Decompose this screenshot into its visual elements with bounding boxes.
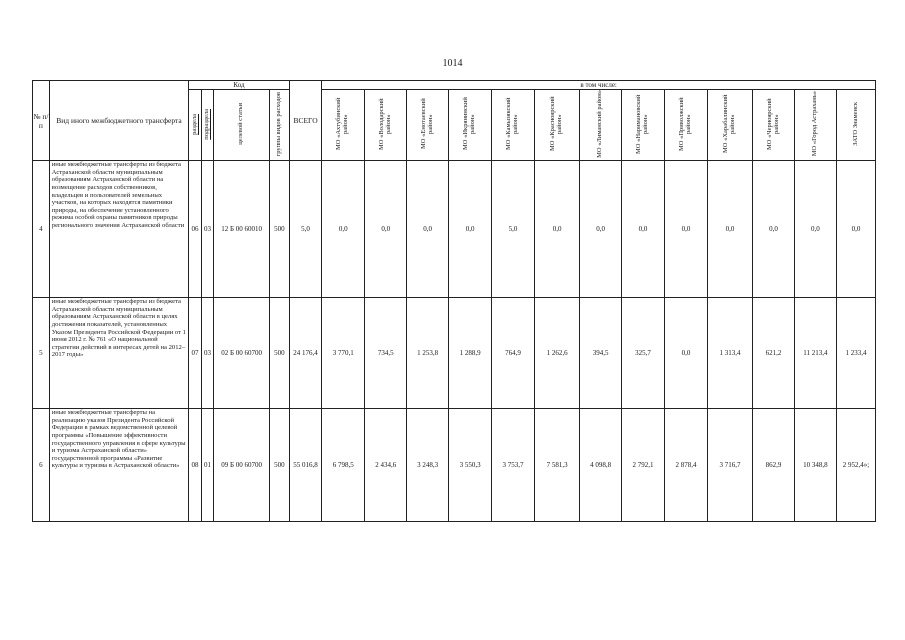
row-value: 0,0 [794,161,836,298]
row-value: 734,5 [365,298,407,409]
header-row-top [33,81,876,90]
row-value: 1 262,6 [535,298,580,409]
row-vid: 500 [269,298,289,409]
row-total: 55 016,8 [289,409,321,522]
header-mo-7: МО «Лиманский район» [580,90,622,161]
header-mo-10: МО «Харабалинский район» [707,90,752,161]
row-vid: 500 [269,161,289,298]
row-total: 5,0 [289,161,321,298]
row-value: 764,9 [492,298,535,409]
row-value: 0,0 [407,161,449,298]
row-value: 2 434,6 [365,409,407,522]
header-mo-6: МО «Красноярский район» [535,90,580,161]
row-value: 0,0 [580,161,622,298]
row-value: 0,0 [753,161,795,298]
row-value: 1 288,9 [449,298,492,409]
row-value: 0,0 [322,161,365,298]
row-razdel: 07 [189,298,202,409]
page-number: 1014 [442,58,463,69]
row-razdel: 06 [189,161,202,298]
row-cel: 12 Б 00 60010 [214,161,270,298]
header-mo-2: МО «Володарский район» [365,90,407,161]
row-value: 621,2 [753,298,795,409]
row-value: 11 213,4 [794,298,836,409]
header-code-podrazdel: подраздела [201,90,214,161]
header-mo-12: МО «Город Астрахань» [794,90,836,161]
row-podrazdel: 03 [201,161,214,298]
row-no: 6 [33,409,50,522]
row-value: 325,7 [622,298,665,409]
header-mo-13: ЗАТО Знаменск [836,90,875,161]
transfers-table [32,80,876,522]
row-value: 3 753,7 [492,409,535,522]
header-total: ВСЕГО [289,81,321,161]
row-value: 0,0 [707,161,752,298]
row-value: 0,0 [365,161,407,298]
row-value: 10 348,8 [794,409,836,522]
row-value: 3 770,1 [322,298,365,409]
header-mo-1: МО «Ахтубинский район» [322,90,365,161]
row-value: 0,0 [836,161,875,298]
row-value: 3 550,3 [449,409,492,522]
header-mo-4: МО «Икрянинский район» [449,90,492,161]
header-mo-3: МО «Енотаевский район» [407,90,449,161]
header-mo-9: МО «Приволжский район» [665,90,708,161]
row-value: 3 716,7 [707,409,752,522]
row-no: 4 [33,161,50,298]
row-value: 2 952,4»; [836,409,875,522]
row-value: 6 798,5 [322,409,365,522]
row-value: 3 248,3 [407,409,449,522]
header-mo-8: МО «Наримановский район» [622,90,665,161]
row-vid: 500 [269,409,289,522]
header-code-cel: целевой статьи [214,90,270,161]
row-value: 0,0 [535,161,580,298]
table-row [33,161,876,298]
row-value: 394,5 [580,298,622,409]
row-value: 7 581,3 [535,409,580,522]
header-name: Вид иного межбюджетного трансферта [49,81,188,161]
row-value: 2 792,1 [622,409,665,522]
row-value: 2 878,4 [665,409,708,522]
row-cel: 09 Б 00 60700 [214,409,270,522]
row-value: 1 233,4 [836,298,875,409]
header-no: № п/п [33,81,50,161]
row-value: 0,0 [665,298,708,409]
row-total: 24 176,4 [289,298,321,409]
row-name: иные межбюджетные трансферты из бюджета Астраханской области муниципальным образованиям Астраханской области на возмещение расходов собственников, владельцев и пользователей земельных участков, на которых находятся памятники природы, на обеспечение установленного режима особой охраны памятников природы регионального значения Астраханской области [49,161,188,298]
row-no: 5 [33,298,50,409]
table-row [33,409,876,522]
row-name: иные межбюджетные трансферты из бюджета Астраханской области муниципальным образованиям Астраханской области в целях достижения показателей, установленных Указом Президента Российской Федерации от 1 июня 2012 г. № 761 «О национальной стратегии действий в интересах детей на 2012–2017 годы» [49,298,188,409]
row-value: 1 313,4 [707,298,752,409]
row-value: 0,0 [449,161,492,298]
row-value: 0,0 [622,161,665,298]
row-razdel: 08 [189,409,202,522]
row-value: 4 098,8 [580,409,622,522]
header-mo-5: МО «Камызякский район» [492,90,535,161]
row-value: 862,9 [753,409,795,522]
header-mo-11: МО «Черноярский район» [753,90,795,161]
header-code-vid: группы видов расходов [269,90,289,161]
row-podrazdel: 03 [201,298,214,409]
row-value: 1 253,8 [407,298,449,409]
row-value: 0,0 [665,161,708,298]
row-podrazdel: 01 [201,409,214,522]
header-code-group: Код [189,81,290,90]
table-row [33,298,876,409]
header-code-razdel: раздела [189,90,202,161]
row-name: иные межбюджетные трансферты на реализацию указов Президента Российской Федерации в рамках ведомственной целевой программы «Повышение эффективности государственного управления в сфере культуры и туризма Астраханской области» государственной программы «Развитие культуры и туризма в Астраханской области» [49,409,188,522]
row-value: 5,0 [492,161,535,298]
header-including: в том числе: [322,81,876,90]
row-cel: 02 Б 00 60700 [214,298,270,409]
